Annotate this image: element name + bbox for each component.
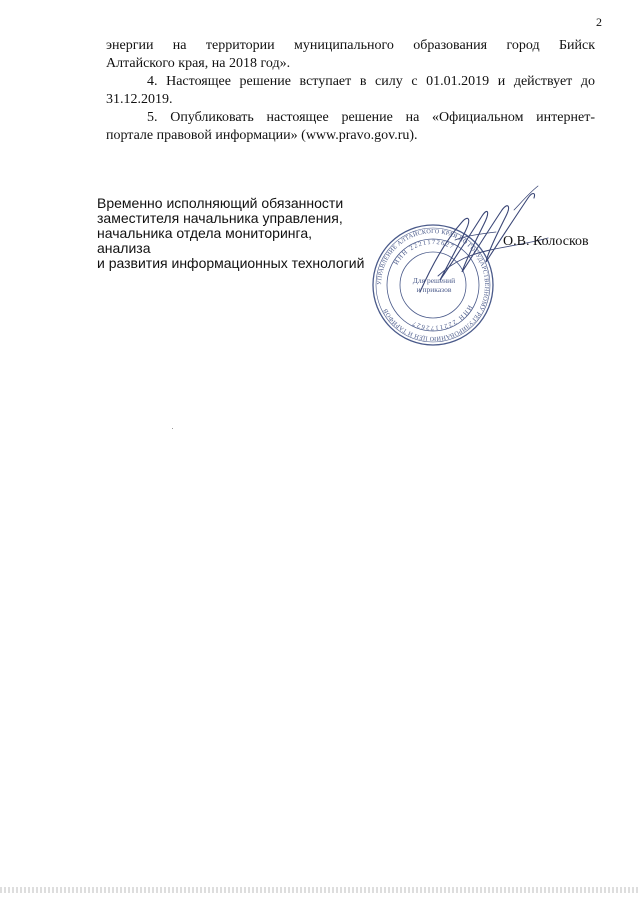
seal-inn-text: ИНН 2221172627	[392, 238, 456, 267]
paragraph-continued-end	[106, 55, 595, 73]
position-line: Временно исполняющий обязанности	[97, 195, 344, 211]
page-number: 2	[596, 15, 602, 29]
position-line: заместителя начальника управления,	[97, 210, 343, 226]
paragraph-line: 31.12.2019.	[106, 92, 173, 107]
paragraph-item-5-end	[106, 127, 595, 145]
signatory-name: О.В. Колосков	[503, 234, 589, 249]
seal-center-line-2: и приказов	[416, 285, 452, 294]
signatory-position	[97, 196, 367, 271]
paragraph-continued	[106, 37, 595, 55]
scan-edge-strip	[0, 887, 640, 893]
position-line: начальника отдела мониторинга, анализа	[97, 225, 312, 256]
position-line: и развития информационных технологий	[97, 255, 365, 271]
seal-outer-text: УПРАВЛЕНИЕ АЛТАЙСКОГО КРАЯ ПО ГОСУДАРСТВЕННОМУ РЕГУЛИРОВАНИЮ ЦЕН И ТАРИФОВ	[375, 227, 491, 343]
paragraph-line: 5. Опубликовать настоящее решение на «Официальном интернет-	[147, 110, 595, 125]
seal-center-line-1: Для решений	[412, 276, 456, 285]
paragraph-item-5	[106, 109, 595, 127]
seal-inn-text-lower: ИНН 2221172627	[410, 303, 474, 332]
paragraph-item-4-end	[106, 91, 595, 109]
paragraph-item-4	[106, 73, 595, 91]
scan-artifact	[172, 428, 173, 429]
paragraph-line: Алтайского края, на 2018 год».	[106, 56, 291, 71]
paragraph-line: 4. Настоящее решение вступает в силу с 01.01.2019 и действует до	[147, 74, 595, 89]
paragraph-line: портале правовой информации» (www.pravo.gov.ru).	[106, 128, 418, 143]
paragraph-line: энергии на территории муниципального образования город Бийск	[106, 38, 595, 53]
